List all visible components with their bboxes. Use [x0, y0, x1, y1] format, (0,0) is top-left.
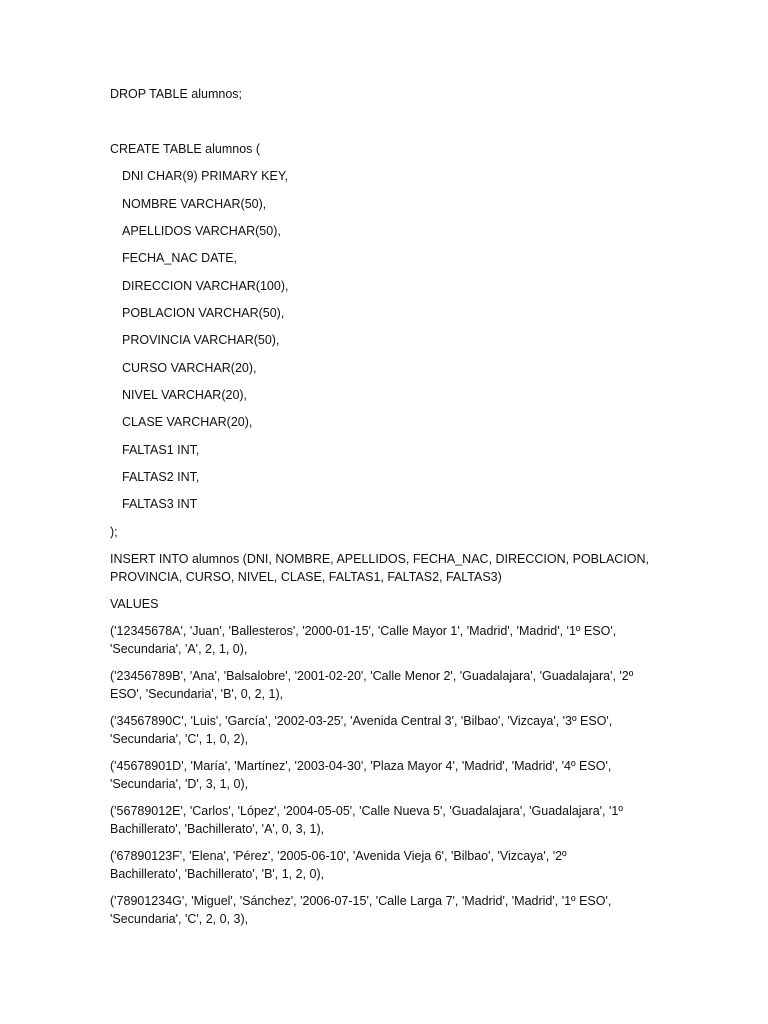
value-row-line: ('34567890C', 'Luis', 'García', '2002-03-25', 'Avenida Central 3', 'Bilbao', 'Vizcaya', '3º ESO',	[110, 714, 613, 728]
create-table-statement: CREATE TABLE alumnos (	[110, 142, 261, 156]
column-def: DNI CHAR(9) PRIMARY KEY,	[122, 169, 289, 183]
value-row-line: ('23456789B', 'Ana', 'Balsalobre', '2001-02-20', 'Calle Menor 2', 'Guadalajara', 'Guadalajara', '2º	[110, 669, 634, 683]
column-def: FALTAS1 INT,	[122, 443, 200, 457]
value-row-line: Bachillerato', 'Bachillerato', 'B', 1, 2, 0),	[110, 867, 325, 881]
value-row	[110, 622, 670, 658]
column-def: APELLIDOS VARCHAR(50),	[122, 224, 281, 238]
value-row	[110, 802, 670, 838]
column-def: CURSO VARCHAR(20),	[122, 361, 257, 375]
value-row	[110, 757, 670, 793]
value-row-line: ESO', 'Secundaria', 'B', 0, 2, 1),	[110, 687, 284, 701]
value-row-line: Bachillerato', 'Bachillerato', 'A', 0, 3, 1),	[110, 822, 325, 836]
value-row-line: 'Secundaria', 'D', 3, 1, 0),	[110, 777, 249, 791]
create-table-end: );	[110, 525, 118, 539]
value-row-line: 'Secundaria', 'C', 2, 0, 3),	[110, 912, 249, 926]
value-row	[110, 847, 670, 883]
column-def: DIRECCION VARCHAR(100),	[122, 279, 289, 293]
value-row-line: ('67890123F', 'Elena', 'Pérez', '2005-06-10', 'Avenida Vieja 6', 'Bilbao', 'Vizcaya', '2º	[110, 849, 567, 863]
value-row-line: ('56789012E', 'Carlos', 'López', '2004-05-05', 'Calle Nueva 5', 'Guadalajara', 'Guadalajara', '1º	[110, 804, 623, 818]
values-keyword: VALUES	[110, 597, 159, 611]
column-def: NIVEL VARCHAR(20),	[122, 388, 248, 402]
insert-statement	[110, 550, 670, 586]
column-def: PROVINCIA VARCHAR(50),	[122, 333, 280, 347]
value-row	[110, 712, 670, 748]
value-row	[110, 892, 670, 928]
value-row-line: ('12345678A', 'Juan', 'Ballesteros', '2000-01-15', 'Calle Mayor 1', 'Madrid', 'Madrid', '1º ESO',	[110, 624, 617, 638]
value-row	[110, 667, 670, 703]
value-row-line: ('78901234G', 'Miguel', 'Sánchez', '2006-07-15', 'Calle Larga 7', 'Madrid', 'Madrid', '1º ESO',	[110, 894, 612, 908]
column-def: CLASE VARCHAR(20),	[122, 415, 253, 429]
drop-table-statement: DROP TABLE alumnos;	[110, 87, 243, 101]
insert-line: INSERT INTO alumnos (DNI, NOMBRE, APELLIDOS, FECHA_NAC, DIRECCION, POBLACION,	[110, 552, 650, 566]
value-row-line: 'Secundaria', 'A', 2, 1, 0),	[110, 642, 248, 656]
insert-line: PROVINCIA, CURSO, NIVEL, CLASE, FALTAS1, FALTAS2, FALTAS3)	[110, 570, 502, 584]
column-def: NOMBRE VARCHAR(50),	[122, 197, 267, 211]
column-def: FALTAS3 INT	[122, 497, 198, 511]
column-def: FALTAS2 INT,	[122, 470, 200, 484]
value-row-line: ('45678901D', 'María', 'Martínez', '2003-04-30', 'Plaza Mayor 4', 'Madrid', 'Madrid', '4º ESO',	[110, 759, 612, 773]
value-row-line: 'Secundaria', 'C', 1, 0, 2),	[110, 732, 249, 746]
column-def: FECHA_NAC DATE,	[122, 251, 238, 265]
column-def: POBLACION VARCHAR(50),	[122, 306, 285, 320]
